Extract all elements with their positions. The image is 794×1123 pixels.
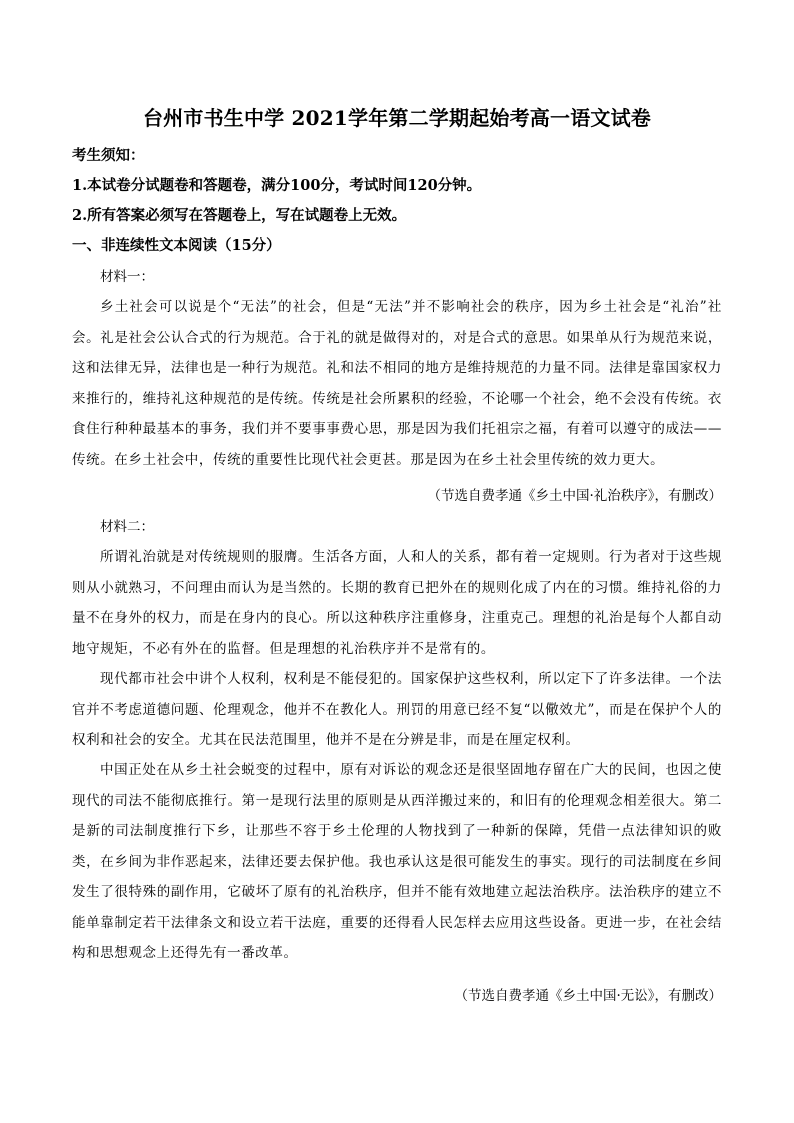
material-1-paragraph: 乡土社会可以说是个“无法”的社会，但是“无法”并不影响社会的秩序，因为乡土社会是“礼治”社会。礼是社会公认合式的行为规范。合于礼的就是做得对的，对是合式的意思。如果单从行为规范来说，这和法律无异，法律也是一种行为规范。礼和法不相同的地方是维持规范的力量不同。法律是靠国家权力来推行的，维持礼这种规范的是传统。传统是社会所累积的经验，不论哪一个社会，绝不会没有传统。衣食住行种种最基本的事务，我们并不要事事费心思，那是因为我们托祖宗之福，有着可以遵守的成法——传统。在乡土社会中，传统的重要性比现代社会更甚。那是因为在乡土社会里传统的效力更大。 [72,299,722,468]
material-2-paragraph-1: 所谓礼治就是对传统规则的服膺。生活各方面，人和人的关系，都有着一定规则。行为者对于这些规则从小就熟习，不问理由而认为是当然的。长期的教育已把外在的规则化成了内在的习惯。维持礼俗的力量不在身外的权力，而是在身内的良心。所以这种秩序注重修身，注重克己。理想的礼治是每个人都自动地守规矩，不必有外在的监督。但是理想的礼治秩序并不是常有的。 [72,549,722,657]
notice-item-2: 2.所有答案必须写在答题卷上，写在试题卷上无效。 [72,207,407,224]
material-2-paragraph-3: 中国正处在从乡土社会蜕变的过程中，原有对诉讼的观念还是很坚固地存留在广大的民间，也因之使现代的司法不能彻底推行。第一是现行法里的原则是从西洋搬过来的，和旧有的伦理观念相差很大。第二是新的司法制度推行下乡，让那些不容于乡土伦理的人物找到了一种新的保障，凭借一点法律知识的败类，在乡间为非作恶起来，法律还要去保护他。我也承认这是很可能发生的事实。现行的司法制度在乡间发生了很特殊的副作用，它破坏了原有的礼治秩序，但并不能有效地建立起法治秩序。法治秩序的建立不能单靠制定若干法律条文和设立若干法庭，重要的还得看人民怎样去应用这些设备。更进一步，在社会结构和思想观念上还得先有一番改革。 [72,762,722,961]
material-1-label: 材料一： [100,269,154,285]
section-heading: 一、非连续性文本阅读（15分） [72,237,281,254]
material-2-source: （节选自费孝通《乡土中国·无讼》，有删改） [454,988,722,1004]
material-1-source: （节选自费孝通《乡土中国·礼治秩序》，有删改） [427,488,722,504]
material-2-label: 材料二： [100,519,154,535]
material-2-paragraph-2: 现代都市社会中讲个人权利，权利是不能侵犯的。国家保护这些权利，所以定下了许多法律。一个法官并不考虑道德问题、伦理观念，他并不在教化人。刑罚的用意已经不复“以儆效尤”，而是在保护个人的权利和社会的安全。尤其在民法范围里，他并不是在分辨是非，而是在厘定权利。 [72,671,722,748]
notice-item-1: 1.本试卷分试题卷和答题卷，满分100分，考试时间120分钟。 [72,177,482,194]
notice-heading: 考生须知： [72,147,145,164]
page-title: 台州市书生中学 2021学年第二学期起始考高一语文试卷 [142,106,652,130]
